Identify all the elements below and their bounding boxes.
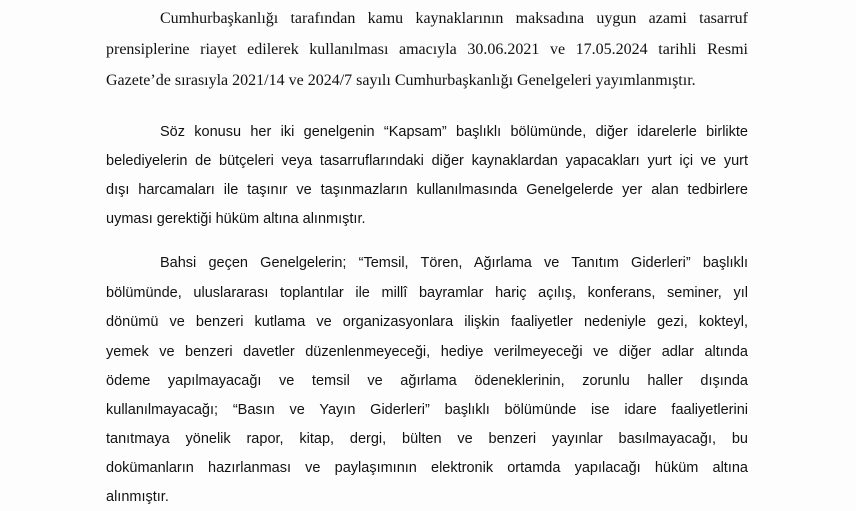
- paragraph-line: Cumhurbaşkanlığı tarafından kamu kaynaklarının maksadına uygun azami tasarruf: [160, 10, 748, 27]
- paragraph-line: alınmıştır.: [106, 489, 169, 505]
- paragraph-line: kullanılmayacağı; “Basın ve Yayın Giderleri” başlıklı bölümünde ise idare faaliyetlerini: [106, 402, 748, 418]
- paragraph-line: ödeme yapılmayacağı ve temsil ve ağırlama ödeneklerinin, zorunlu haller dışında: [106, 373, 748, 389]
- paragraph-line: belediyelerin de bütçeleri veya tasarruflarındaki diğer kaynaklardan yapacakları yurt içi ve yurt: [106, 153, 748, 169]
- paragraph-line: uyması gerektiği hüküm altına alınmıştır.: [106, 211, 366, 227]
- paragraph-line: tanıtmaya yönelik rapor, kitap, dergi, bülten ve benzeri yayınlar basılmayacağı, bu: [106, 431, 748, 447]
- paragraph-line: Söz konusu her iki genelgenin “Kapsam” başlıklı bölümünde, diğer idarelerle birlikte: [160, 124, 748, 140]
- paragraph-line: dönümü ve benzeri kutlama ve organizasyonlara ilişkin faaliyetler nedeniyle gezi, kokteyl,: [106, 314, 748, 330]
- paragraph-line: Gazete’de sırasıyla 2021/14 ve 2024/7 sayılı Cumhurbaşkanlığı Genelgeleri yayımlanmıştır.: [106, 72, 696, 89]
- paragraph-line: bölümünde, uluslararası toplantılar ile millî bayramlar hariç açılış, konferans, seminer, yıl: [106, 285, 748, 301]
- paragraph-line: yemek ve benzeri davetler düzenlenmeyeceği, hediye verilmeyeceği ve diğer adlar altında: [106, 344, 748, 360]
- paragraph-line: dışı harcamaları ile taşınır ve taşınmazların kullanılmasında Genelgelerde yer alan tedbirlere: [106, 182, 748, 198]
- paragraph-line: dokümanların hazırlanması ve paylaşımının elektronik ortamda yapılacağı hüküm altına: [106, 460, 748, 476]
- paragraph-line: Bahsi geçen Genelgelerin; “Temsil, Tören, Ağırlama ve Tanıtım Giderleri” başlıklı: [160, 255, 748, 271]
- paragraph-line: prensiplerine riayet edilerek kullanılması amacıyla 30.06.2021 ve 17.05.2024 tarihli Resmi: [106, 41, 748, 58]
